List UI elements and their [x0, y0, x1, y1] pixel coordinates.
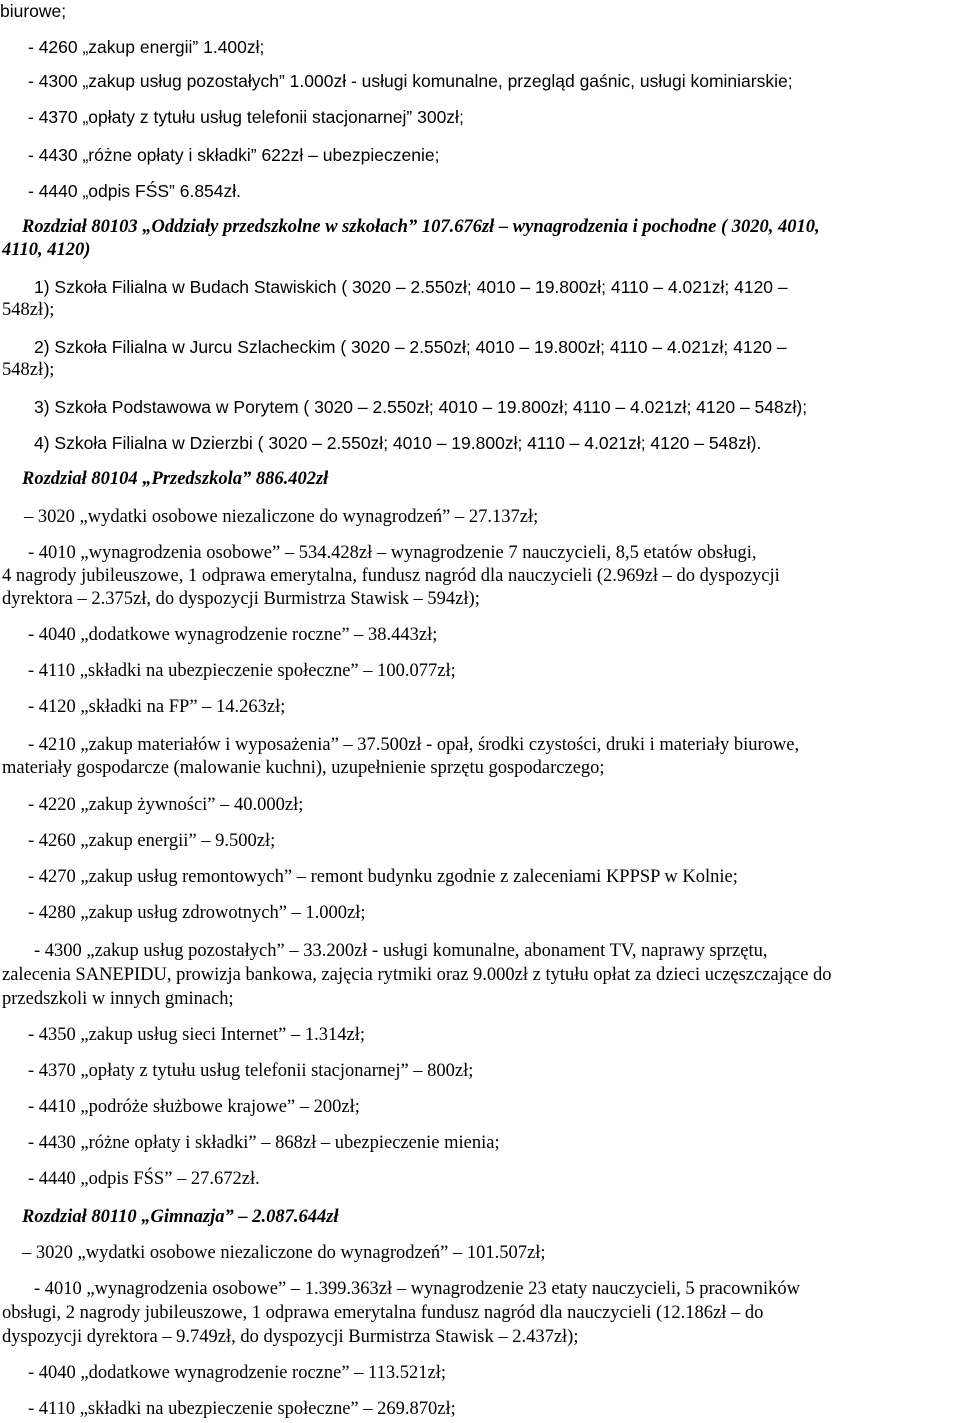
list-item: - 4110 „składki na ubezpieczenie społeczne” – 100.077zł; [28, 661, 456, 681]
list-item: - 4350 „zakup usług sieci Internet” – 1.314zł; [28, 1025, 366, 1045]
list-item: - 4410 „podróże służbowe krajowe” – 200zł; [28, 1097, 360, 1117]
list-item: 3) Szkoła Podstawowa w Porytem ( 3020 – 2.550zł; 4010 – 19.800zł; 4110 – 4.021zł; 4120 – 548zł); [34, 397, 808, 417]
list-item: - 4210 „zakup materiałów i wyposażenia” – 37.500zł - opał, środki czystości, druki i materiały biurowe, [28, 735, 800, 755]
list-item: - 4040 „dodatkowe wynagrodzenie roczne” – 113.521zł; [28, 1363, 446, 1383]
list-item: - 4270 „zakup usług remontowych” – remont budynku zgodnie z zaleceniami KPPSP w Kolnie; [28, 867, 738, 887]
list-item: - 4440 „odpis FŚS” – 27.672zł. [28, 1169, 260, 1189]
list-item: przedszkoli w innych gminach; [2, 989, 234, 1009]
list-item: dyrektora – 2.375zł, do dyspozycji Burmistrza Stawisk – 594zł); [2, 589, 480, 609]
list-item: - 4010 „wynagrodzenia osobowe” – 534.428zł – wynagrodzenie 7 nauczycieli, 8,5 etatów obsługi, [28, 543, 757, 563]
list-item: - 4010 „wynagrodzenia osobowe” – 1.399.363zł – wynagrodzenie 23 etaty nauczycieli, 5 pracowników [34, 1279, 800, 1299]
list-item: - 4280 „zakup usług zdrowotnych” – 1.000zł; [28, 903, 366, 923]
list-item: - 4370 „opłaty z tytułu usług telefonii stacjonarnej” 300zł; [28, 107, 464, 127]
list-item: - 4110 „składki na ubezpieczenie społeczne” – 269.870zł; [28, 1399, 456, 1419]
list-item: – 3020 „wydatki osobowe niezaliczone do wynagrodzeń” – 27.137zł; [24, 507, 539, 527]
list-item: dyspozycji dyrektora – 9.749zł, do dyspozycji Burmistrza Stawisk – 2.437zł); [2, 1327, 579, 1347]
list-item: 4) Szkoła Filialna w Dzierzbi ( 3020 – 2.550zł; 4010 – 19.800zł; 4110 – 4.021zł; 4120 – 548zł). [34, 433, 762, 453]
section-heading: Rozdział 80104 „Przedszkola” 886.402zł [22, 469, 329, 489]
list-item: - 4430 „różne opłaty i składki” – 868zł – ubezpieczenie mienia; [28, 1133, 500, 1153]
list-item: - 4040 „dodatkowe wynagrodzenie roczne” – 38.443zł; [28, 625, 438, 645]
list-item: - 4370 „opłaty z tytułu usług telefonii stacjonarnej” – 800zł; [28, 1061, 474, 1081]
text-line: biurowe; [0, 1, 67, 21]
list-item: - 4430 „różne opłaty i składki” 622zł – ubezpieczenie; [28, 145, 440, 165]
list-item: - 4120 „składki na FP” – 14.263zł; [28, 697, 286, 717]
section-heading: 4110, 4120) [2, 240, 91, 260]
list-item: – 3020 „wydatki osobowe niezaliczone do wynagrodzeń” – 101.507zł; [22, 1243, 546, 1263]
list-item: 548zł); [2, 360, 55, 380]
list-item: 548zł); [2, 300, 55, 320]
list-item: - 4220 „zakup żywności” – 40.000zł; [28, 795, 304, 815]
list-item: materiały gospodarcze (malowanie kuchni), uzupełnienie sprzętu gospodarczego; [2, 758, 605, 778]
list-item: zalecenia SANEPIDU, prowizja bankowa, zajęcia rytmiki oraz 9.000zł z tytułu opłat za dzieci uczęszczające do [2, 965, 832, 985]
list-item: - 4300 „zakup usług pozostałych” – 33.200zł - usługi komunalne, abonament TV, naprawy sprzętu, [34, 941, 768, 961]
list-item: - 4300 „zakup usług pozostałych” 1.000zł - usługi komunalne, przegląd gaśnic, usługi kominiarskie; [28, 71, 793, 91]
list-item: - 4440 „odpis FŚS” 6.854zł. [28, 181, 242, 201]
list-item: - 4260 „zakup energii” – 9.500zł; [28, 831, 276, 851]
list-item: 2) Szkoła Filialna w Jurcu Szlacheckim ( 3020 – 2.550zł; 4010 – 19.800zł; 4110 – 4.021zł; 4120 – [34, 337, 787, 357]
list-item: 1) Szkoła Filialna w Budach Stawiskich ( 3020 – 2.550zł; 4010 – 19.800zł; 4110 – 4.021zł; 4120 – [34, 277, 788, 297]
section-heading: Rozdział 80103 „Oddziały przedszkolne w szkołach” 107.676zł – wynagrodzenia i pochodne ( 3020, 4010, [22, 217, 820, 237]
section-heading: Rozdział 80110 „Gimnazja” – 2.087.644zł [22, 1207, 339, 1227]
list-item: obsługi, 2 nagrody jubileuszowe, 1 odprawa emerytalna fundusz nagród dla nauczycieli (12.186zł – do [2, 1303, 764, 1323]
list-item: - 4260 „zakup energii” 1.400zł; [28, 37, 265, 57]
list-item: 4 nagrody jubileuszowe, 1 odprawa emerytalna, fundusz nagród dla nauczycieli (2.969zł – do dyspozycji [2, 566, 780, 586]
